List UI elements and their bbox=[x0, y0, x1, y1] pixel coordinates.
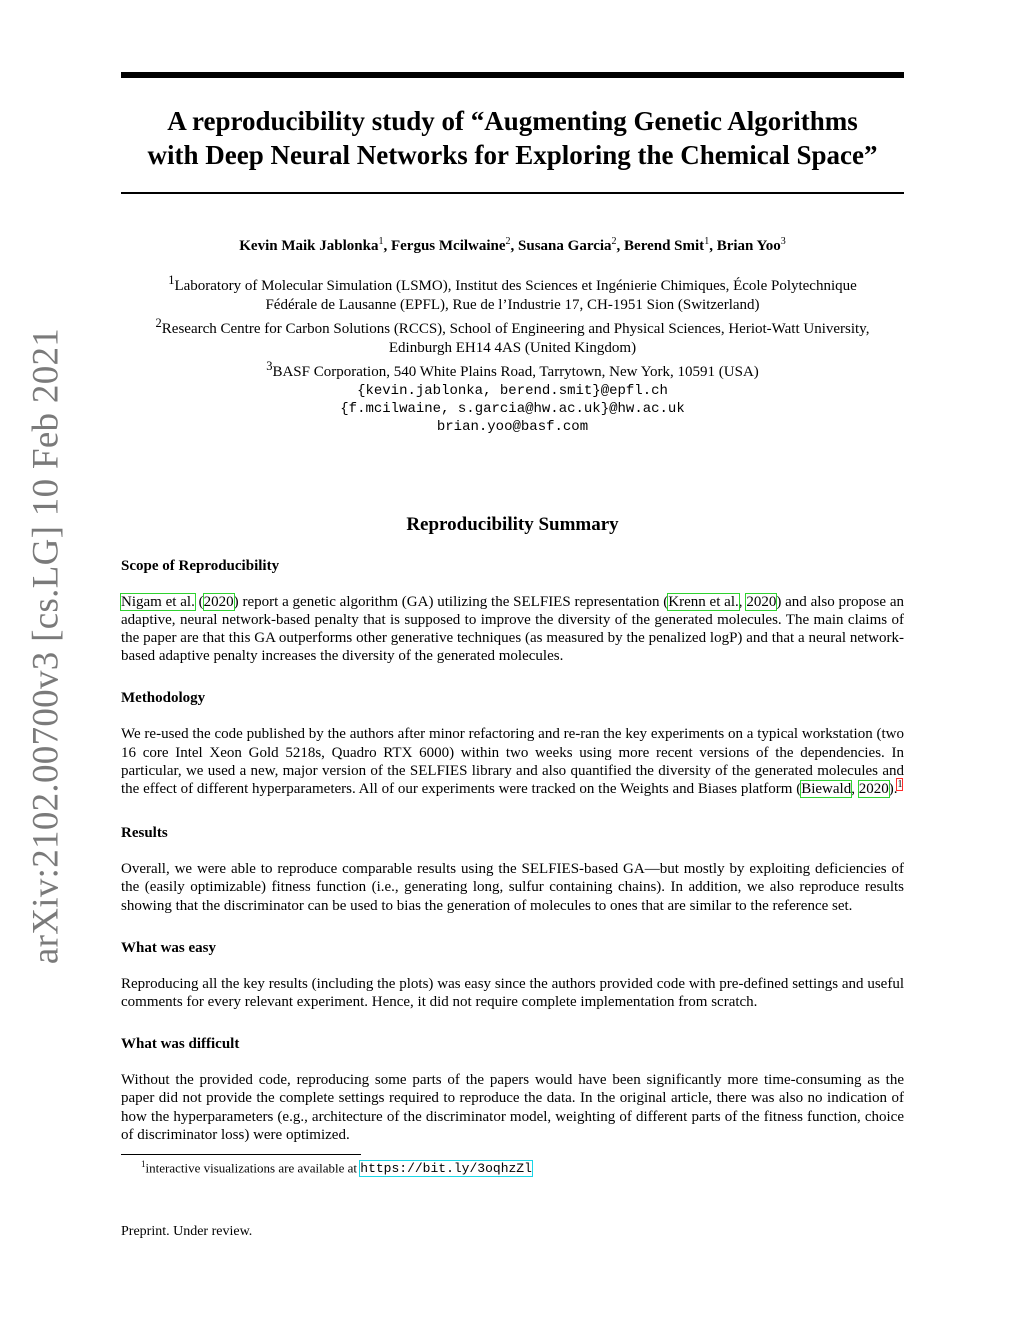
author-aff: 1 bbox=[704, 236, 710, 247]
citation-link[interactable]: Krenn et al. bbox=[668, 593, 739, 610]
methodology-text: ). bbox=[888, 780, 898, 797]
aff-text: BASF Corporation, 540 White Plains Road, Tarrytown, New York, 10591 (USA) bbox=[272, 364, 759, 380]
email-line: {kevin.jablonka, berend.smit}@epfl.ch bbox=[357, 382, 668, 399]
scope-text: ) and also propose an adaptive, neural network-based penalty that is supposed to improve the diversity of the generated molecules. The main claims of the paper are that this GA outperforms other generative techniques (as measured by the penalized logP) and that a neural network-based adaptive penalty increases the diversity of the generated molecules. bbox=[121, 593, 905, 665]
methodology-paragraph: We re-used the code published by the authors after minor refactoring and re-ran the key experiments on a typical workstation (two 16 core Intel Xeon Gold 5218s, Quadro RTX 6000) within two weeks using more recent versions of the dependencies. In particular, we used a new, major version of the SELFIES library and also quantified the diversity of the generated molecules and the effect of different hyperparameters. All of our experiments were tracked on the Weights and Biases platform (Biewald, 2020).$^1$ bbox=[121, 726, 904, 797]
author-aff: 3 bbox=[780, 236, 786, 247]
easy-heading: What was easy bbox=[121, 939, 217, 956]
author-name: Berend Smit bbox=[624, 238, 705, 254]
affiliation-1 bbox=[121, 271, 904, 296]
author-list: Kevin Maik Jablonka$^1$, Fergus Mcilwaine$^2$, Susana Garcia$^2$, Berend Smit$^1$, Brian Yoo$^3$ bbox=[239, 236, 786, 254]
citation-year-link[interactable]: 2020 bbox=[203, 593, 234, 610]
footnote-ref-link[interactable]: 1 bbox=[897, 778, 903, 790]
author-aff: 2 bbox=[505, 236, 511, 247]
summary-heading: Reproducibility Summary bbox=[406, 513, 619, 535]
methodology-text: We re-used the code published by the authors after minor refactoring and re-ran the key experiments on a typical workstation (two 16 core Intel Xeon Gold 5218s, Quadro RTX 6000) within two weeks using more recent versions of the dependencies. In particular, we used a new, major version of the SELFIES library and also quantified the diversity of the generated molecules and the effect of different hyperparameters. All of our experiments were tracked on the Weights and Biases platform ( bbox=[121, 726, 904, 797]
footnote-rule bbox=[121, 1154, 361, 1155]
results-paragraph: Overall, we were able to reproduce comparable results using the SELFIES-based GA—but mostly by exploiting deficiencies of the (easily optimizable) fitness function (i.e., generating long, sulfur containing chains). In addition, we also reproduce results showing that the discriminator can be used to bias the generation of molecules to ones that are similar to the reference set. bbox=[121, 861, 904, 914]
author-name: Susana Garcia bbox=[518, 238, 612, 254]
affiliation-3 bbox=[121, 357, 904, 382]
footnote-url-link[interactable]: https://bit.ly/3oqhzZl bbox=[360, 1161, 532, 1177]
author-aff: 2 bbox=[611, 236, 617, 247]
scope-text: report a genetic algorithm (GA) utilizing the SELFIES representation ( bbox=[238, 593, 669, 610]
citation-year-link[interactable]: 2020 bbox=[746, 593, 777, 610]
author-aff: 1 bbox=[378, 236, 384, 247]
aff-number: 3 bbox=[266, 359, 273, 373]
results-heading: Results bbox=[121, 825, 168, 842]
citation-year-link[interactable]: 2020 bbox=[858, 780, 889, 797]
footnote-text: interactive visualizations are available at bbox=[145, 1160, 361, 1176]
citation-link[interactable]: Biewald bbox=[801, 780, 852, 797]
paper-page bbox=[121, 72, 904, 1176]
citation-link[interactable]: Nigam et al. bbox=[121, 593, 195, 610]
title-line-1: A reproducibility study of “Augmenting Genetic Algorithms bbox=[167, 106, 858, 136]
aff-number: 2 bbox=[155, 316, 162, 330]
preprint-note: Preprint. Under review. bbox=[121, 1224, 253, 1239]
scope-heading: Scope of Reproducibility bbox=[121, 557, 280, 574]
email-line: brian.yoo@basf.com bbox=[436, 418, 589, 435]
scope-paragraph: Nigam et al. (2020) report a genetic algorithm (GA) utilizing the SELFIES representation (Krenn et al., 2020) and also propose an adaptive, neural network-based penalty that is supposed to improve the diversity of the generated molecules. The main claims of the paper are that this GA outperforms other generative techniques (as measured by the penalized logP) and that a neural network-based adaptive penalty increases the diversity of the generated molecules. bbox=[121, 593, 905, 665]
difficult-paragraph: Without the provided code, reproducing some parts of the papers would have been significantly more time-consuming as the paper did not provide the complete settings required to reproduce the data. In the original article, there was also no indication of how the hyperparameters (e.g., architecture of the discriminator model, weighting of different parts of the fitness function, choice of discriminator loss) were optimized. bbox=[121, 1072, 904, 1143]
affiliations bbox=[121, 271, 904, 436]
author-name: Fergus Mcilwaine bbox=[390, 238, 506, 254]
affiliation-2-cont: Edinburgh EH14 4AS (United Kingdom) bbox=[388, 339, 637, 356]
paper-title bbox=[121, 104, 904, 172]
aff-text: Laboratory of Molecular Simulation (LSMO), Institut des Sciences et Ingénierie Chimiques, École Polytechnique bbox=[174, 278, 857, 294]
author-name: Brian Yoo bbox=[716, 238, 781, 254]
footnote-number: 1 bbox=[141, 1158, 146, 1169]
easy-paragraph: Reproducing all the key results (including the plots) was easy since the authors provided code with pre-defined settings and useful comments for every relevant experiment. Hence, it did not require complete implementation from scratch. bbox=[121, 975, 904, 1010]
aff-text: Research Centre for Carbon Solutions (RCCS), School of Engineering and Physical Sciences, Heriot-Watt University, bbox=[161, 321, 870, 337]
title-top-rule bbox=[121, 72, 904, 78]
aff-number: 1 bbox=[168, 273, 175, 287]
affiliation-1-cont: Fédérale de Lausanne (EPFL), Rue de l’Industrie 17, CH-1951 Sion (Switzerland) bbox=[265, 296, 760, 313]
methodology-heading: Methodology bbox=[121, 690, 206, 707]
author-name: Kevin Maik Jablonka bbox=[239, 238, 379, 254]
title-line-2: with Deep Neural Networks for Exploring the Chemical Space” bbox=[147, 140, 878, 170]
arxiv-stamp: arXiv:2102.00700v3 [cs.LG] 10 Feb 2021 bbox=[25, 327, 67, 965]
footnote bbox=[121, 1159, 904, 1176]
affiliation-2 bbox=[121, 314, 904, 339]
email-line: {f.mcilwaine, s.garcia@hw.ac.uk}@hw.ac.uk bbox=[340, 400, 685, 417]
difficult-heading: What was difficult bbox=[121, 1036, 240, 1053]
title-bottom-rule bbox=[121, 192, 904, 194]
